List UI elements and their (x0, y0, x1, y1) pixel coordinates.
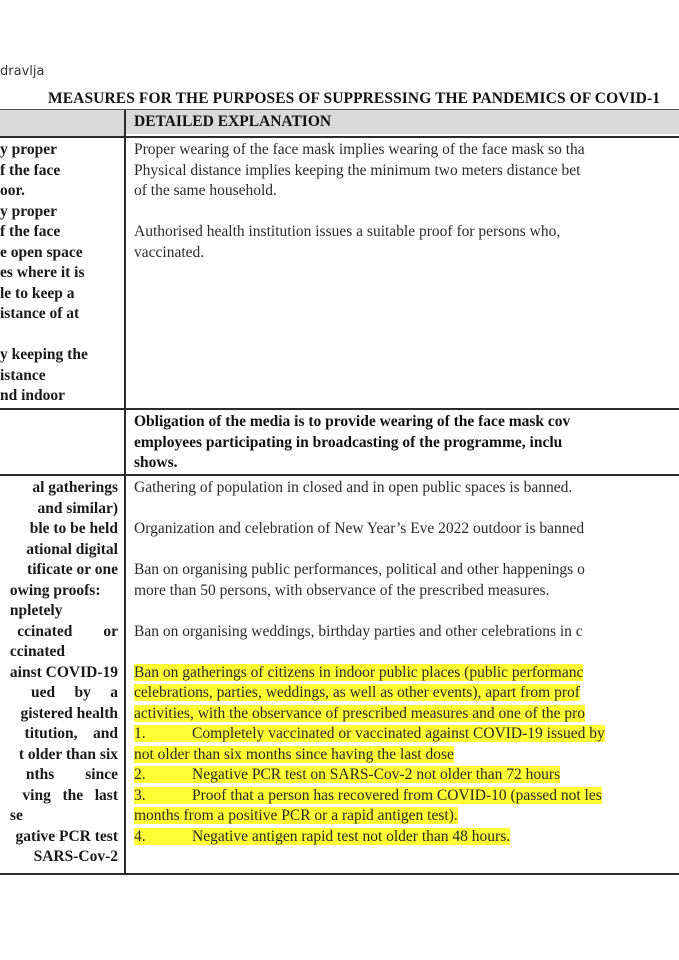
measure-cell (0, 138, 126, 408)
measure-line: ble to be held (29, 520, 118, 537)
measure-line: ued by a (31, 684, 118, 701)
measure-line: ainst COVID-19 (9, 663, 118, 681)
highlighted-text: Negative antigen rapid test not older than 48 hours. (192, 827, 511, 845)
measure-line: y keeping the (0, 346, 88, 363)
measure-line: gistered health (20, 704, 118, 722)
list-item-4 (134, 827, 679, 848)
highlighted-text: activities, with the observance of prescribed measures and one of the pro (134, 704, 586, 722)
explanation-cell (126, 476, 679, 873)
explanation-line: Organization and celebration of New Year’s Eve 2022 outdoor is banned (134, 520, 585, 537)
measure-line: ational digital (26, 540, 118, 558)
highlighted-text: not older than six months since having the last dose (134, 745, 454, 763)
explanation-line (134, 847, 679, 868)
highlighted-text: Ban on gatherings of citizens in indoor public places (public performanc (134, 663, 584, 681)
measure-line: gative PCR test (15, 827, 118, 845)
explanation-line: Physical distance implies keeping the minimum two meters distance bet (134, 161, 581, 179)
explanation-line (134, 642, 679, 663)
highlighted-text: Proof that a person has recovered from COVID-10 (passed not les (192, 786, 602, 804)
explanation-line (134, 601, 679, 622)
measure-line: ving the last (22, 786, 118, 804)
measure-line: es where it is (0, 264, 85, 281)
measures-table (0, 109, 679, 875)
measure-line: nths since (25, 766, 118, 783)
explanation-line: Proper wearing of the face mask implies wearing of the face mask so tha (134, 141, 585, 158)
explanation-line (134, 202, 679, 223)
measure-line: y proper (0, 141, 57, 158)
table-header-row (0, 109, 679, 138)
explanation-line: shows. (134, 454, 178, 471)
measure-line: t older than six (18, 745, 118, 763)
measure-line: istance (0, 366, 46, 384)
measure-cell (0, 476, 126, 873)
highlighted-line (134, 745, 679, 766)
explanation-line: employees participating in broadcasting of the programme, inclu (134, 433, 563, 451)
measure-line: e open space (0, 243, 83, 261)
list-item-3 (134, 786, 679, 807)
highlighted-text: Negative PCR test on SARS-Cov-2 not older than 72 hours (192, 766, 561, 783)
list-item-2 (134, 765, 679, 786)
document-title: MEASURES FOR THE PURPOSES OF SUPPRESSING THE PANDEMICS OF COVID-1 (48, 90, 661, 107)
highlighted-text: months from a positive PCR or a rapid antigen test). (134, 807, 458, 824)
explanation-line: Authorised health institution issues a suitable proof for persons who, (134, 223, 561, 240)
explanation-cell (126, 410, 679, 474)
measure-line: ccinated (9, 643, 66, 660)
header-cell-measure (0, 110, 126, 136)
measure-line: oor. (0, 182, 25, 199)
measure-line: f the face (0, 161, 61, 179)
measure-line: y proper (0, 202, 57, 220)
highlighted-line (134, 806, 679, 827)
list-number: 2. (134, 766, 146, 783)
measure-line: ccinated or (17, 622, 118, 640)
table-row (0, 410, 679, 476)
measure-line: and similar) (37, 499, 118, 517)
measure-line: f the face (0, 223, 61, 240)
highlighted-line (134, 683, 679, 704)
list-number: 3. (134, 786, 146, 804)
highlighted-line (134, 663, 679, 684)
highlighted-text: Completely vaccinated or vaccinated against COVID-19 issued by (192, 725, 605, 742)
highlighted-text: celebrations, parties, weddings, as well as other events), apart from prof (134, 684, 580, 701)
measure-line: istance of at (0, 305, 80, 322)
list-number: 4. (134, 827, 146, 845)
measure-line: nd indoor (0, 387, 66, 404)
explanation-line: Ban on organising weddings, birthday parties and other celebrations in c (134, 622, 583, 640)
explanation-line: Ban on organising public performances, political and other happenings o (134, 561, 585, 578)
ministry-name-fragment: dravlja (0, 64, 45, 79)
measure-line: titution, and (24, 725, 118, 742)
measure-line: SARS-Cov-2 (33, 848, 118, 865)
explanation-line (134, 499, 679, 520)
measure-line: owing proofs: (9, 581, 101, 599)
measure-line: npletely (9, 602, 63, 619)
list-item-1 (134, 724, 679, 745)
table-row (0, 138, 679, 410)
measure-line (0, 325, 88, 346)
measure-cell (0, 410, 126, 474)
measure-line: al gatherings (32, 479, 118, 496)
explanation-line: Gathering of population in closed and in open public spaces is banned. (134, 479, 573, 496)
table-row (0, 476, 679, 875)
explanation-line: more than 50 persons, with observance of the prescribed measures. (134, 581, 550, 599)
explanation-line: Obligation of the media is to provide wearing of the face mask cov (134, 413, 571, 430)
explanation-line: vaccinated. (134, 243, 205, 261)
header-cell-detailed-explanation: DETAILED EXPLANATION (126, 110, 679, 134)
explanation-line: of the same household. (134, 182, 277, 199)
measure-line: le to keep a (0, 284, 75, 302)
measure-line: tificate or one (27, 561, 118, 578)
measure-line: se (9, 807, 23, 824)
highlighted-line (134, 704, 679, 725)
list-number: 1. (134, 725, 146, 742)
explanation-line (134, 540, 679, 561)
explanation-cell (126, 138, 679, 408)
